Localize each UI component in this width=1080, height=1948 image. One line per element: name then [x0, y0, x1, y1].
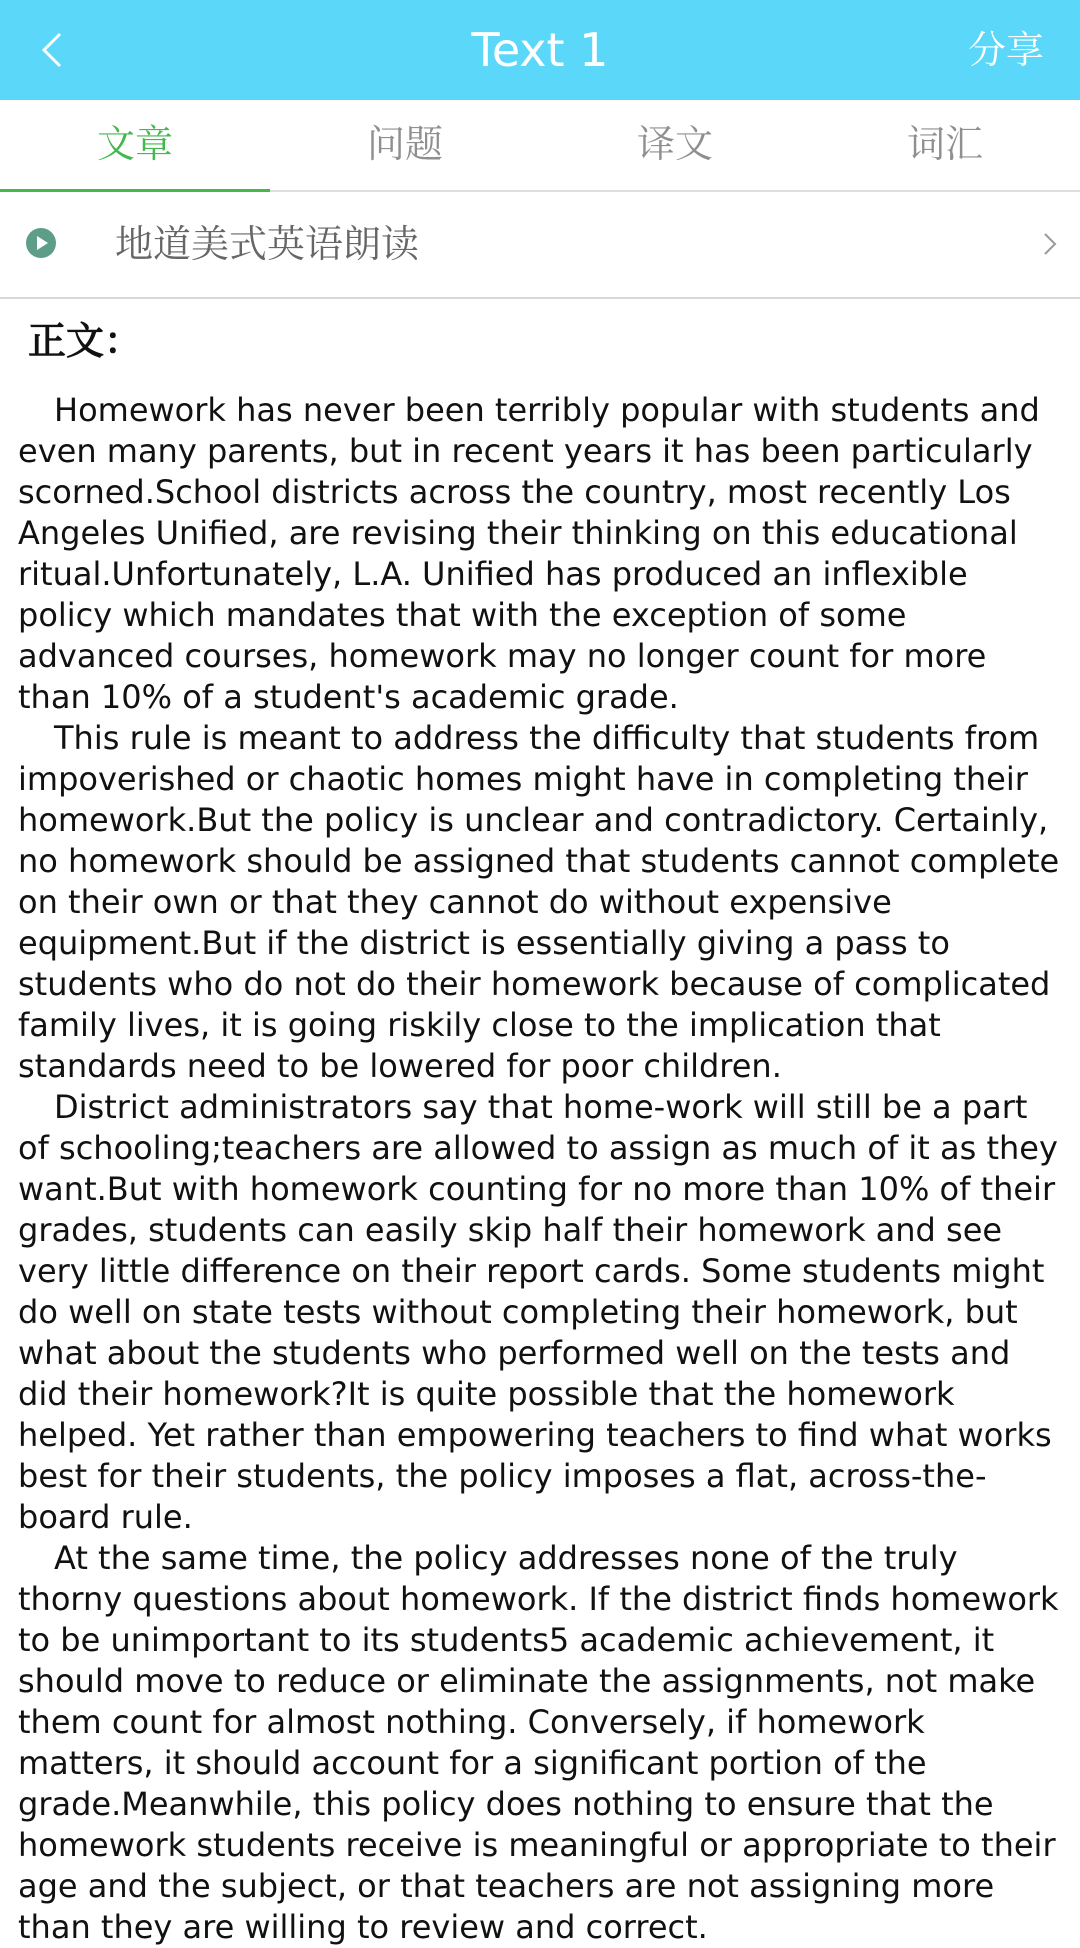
article-paragraph: Homework has never been terribly popular with students and even many parents, but in recent years it has been particularly scorned.School districts across the country, most recently Los Angeles Unified, are revising their thinking on this educational ritual.Unfortunately, L.A. Unified has produced an inflexible policy which mandates that with the exception of some advanced courses, homework may no longer count for more than 10% of a student's academic grade.: [18, 391, 1040, 716]
section-heading: 正文：: [28, 319, 143, 363]
audio-reading-row[interactable]: [0, 192, 1080, 299]
play-circle-icon: [26, 228, 56, 258]
article-paragraph: District administrators say that home-work will still be a part of schooling;teachers are allowed to assign as much of it as they want.But with homework counting for no more than 10% of their grades, students can easily skip half their homework and see very little difference on their report cards. Some students might do well on state tests without completing their homework, but what about the students who performed well on the tests and did their homework?It is quite possible that the homework helped. Yet rather than empowering teachers to find what works best for their students, the policy imposes a flat, across-the-board rule.: [18, 1088, 1058, 1536]
article-body: [18, 390, 1064, 1948]
chevron-right-icon: [1040, 230, 1060, 258]
tab-vocabulary[interactable]: 词汇: [906, 122, 983, 166]
share-button[interactable]: 分享: [967, 28, 1044, 72]
page-title: Text 1: [471, 23, 609, 77]
article-paragraph: At the same time, the policy addresses none of the truly thorny questions about homework. If the district finds homework to be unimportant to its students5 academic achievement, it should move to reduce or eliminate the assignments, not make them count for almost nothing. Conversely, if homework matters, it should account for a significant portion of the grade.Meanwhile, this policy does nothing to ensure that the homework students receive is meaningful or appropriate to their age and the subject, or that teachers are not assigning more than they are willing to review and correct.: [18, 1539, 1059, 1946]
tab-article[interactable]: 文章: [0, 100, 270, 190]
tab-bar: [0, 100, 1080, 192]
tab-translation[interactable]: 译文: [636, 122, 713, 166]
tab-questions[interactable]: 问题: [366, 122, 443, 166]
audio-reading-label: 地道美式英语朗读: [115, 222, 420, 266]
top-app-bar: [0, 0, 1080, 100]
article-paragraph: This rule is meant to address the difficulty that students from impoverished or chaotic homes might have in completing their homework.But the policy is unclear and contradictory. Certainly, no homework should be assigned that students cannot complete on their own or that they cannot do without expensive equipment.But if the district is essentially giving a pass to students who do not do their homework because of complicated family lives, it is going riskily close to the implication that standards need to be lowered for poor children.: [18, 719, 1060, 1085]
